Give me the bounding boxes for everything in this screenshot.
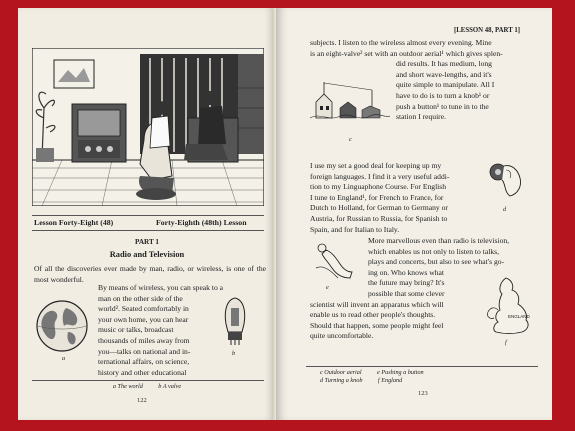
television-line: More marvellous even than radio is television, <box>368 236 510 245</box>
label-d: d <box>503 206 507 213</box>
footnote-rule <box>32 380 264 381</box>
languages-line: Spain, and for Italian to Italy. <box>310 224 400 234</box>
label-c: c <box>349 136 352 143</box>
outdoor-aerial-illustration <box>310 78 390 134</box>
right-footnote-rule <box>306 366 538 367</box>
listening-line: and short wave-lengths, and it's <box>396 69 492 79</box>
radio-line: world². Seated comfortably in <box>98 304 189 314</box>
radio-line: man on the other side of the <box>98 293 183 303</box>
label-a: a <box>62 355 66 362</box>
radio-line: ternational affairs, on science, <box>98 357 190 367</box>
right-footnote-2: d Turning a knob f England <box>320 377 403 384</box>
right-page <box>276 8 552 420</box>
label-e: e <box>326 284 329 291</box>
listening-line: quite simple to manipulate. All I <box>396 80 495 90</box>
lesson-title: Radio and Television <box>109 250 185 259</box>
listening-line: did results. It has medium, long <box>396 59 492 69</box>
intro-paragraph: Of all the discoveries ever made by man, radio, or wireless, is one of the most wonderful. <box>34 264 266 284</box>
listening-line: station I require. <box>396 112 446 122</box>
languages-line: Austria, for Russian to Russia, for Spanish to <box>310 214 448 223</box>
england-map-illustration <box>484 276 536 338</box>
television-line: Should that happen, some people might feel <box>310 320 444 330</box>
languages-line: tion to my Linguaphone Course. For English <box>310 182 447 192</box>
television-line: quite uncomfortable. <box>310 331 374 341</box>
listening-line: push a button¹ to tune in to the <box>396 101 489 111</box>
right-page-number: 123 <box>418 390 428 397</box>
globe-illustration <box>34 298 90 354</box>
radio-line: music or talks, broadcast <box>98 325 174 335</box>
left-footnote: a The world b A valve <box>112 383 182 390</box>
label-f: f <box>505 339 507 346</box>
lesson-line-top <box>32 215 264 216</box>
label-b: b <box>232 350 236 357</box>
pushing-button-illustration <box>312 238 356 282</box>
listening-line: subjects. I listen to the wireless almost every evening. Mine <box>310 38 492 47</box>
television-line: possible that some clever <box>368 289 445 298</box>
radio-line: history and other educational <box>98 367 187 377</box>
valve-illustration <box>222 296 248 346</box>
television-line: the future may bring? It's <box>368 278 445 288</box>
television-line: ing on. Who knows what <box>368 267 445 277</box>
languages-line: foreign languages. I find it a very useful addi- <box>310 171 450 181</box>
turning-knob-illustration <box>484 156 528 200</box>
radio-line: thousands of miles away from <box>98 336 190 345</box>
lesson-heading-right: Forty-Eighth (48th) Lesson <box>156 218 247 227</box>
map-label: ENGLAND <box>508 314 530 319</box>
radio-line: By means of wireless, you can speak to a <box>98 283 224 292</box>
living-room-illustration <box>32 48 264 206</box>
television-line: scientist will invent an apparatus which will <box>310 299 444 309</box>
radio-line: you—talks on national and in- <box>98 346 191 356</box>
lesson-heading-left: Lesson Forty-Eight (48) <box>34 218 114 227</box>
right-footnote-1: c Outdoor aerial e Pushing a button <box>320 369 424 376</box>
television-line: which enables us not only to listen to talks, <box>368 246 499 256</box>
languages-line: Dutch to Holland, for German to Germany or <box>310 203 448 213</box>
radio-line: your own home, you can hear <box>98 314 189 324</box>
left-page-number: 122 <box>137 397 147 404</box>
listening-line: is an eight-valve² set with an outdoor aerial¹ which gives splen- <box>310 48 503 58</box>
television-line: enable us to read other people's thoughts. <box>310 310 436 320</box>
television-line: plays and concerts, but also to see what's go- <box>368 257 505 267</box>
languages-line: I use my set a good deal for keeping up my <box>310 161 442 170</box>
left-page <box>18 8 276 420</box>
lesson-line-bottom <box>32 230 264 231</box>
right-header: [LESSON 48, PART 1] <box>454 27 520 34</box>
listening-line: have to do is to turn a knob¹ or <box>396 91 490 100</box>
languages-line: I tune to England¹, for French to France, for <box>310 192 444 202</box>
part-heading: PART 1 <box>134 238 160 246</box>
